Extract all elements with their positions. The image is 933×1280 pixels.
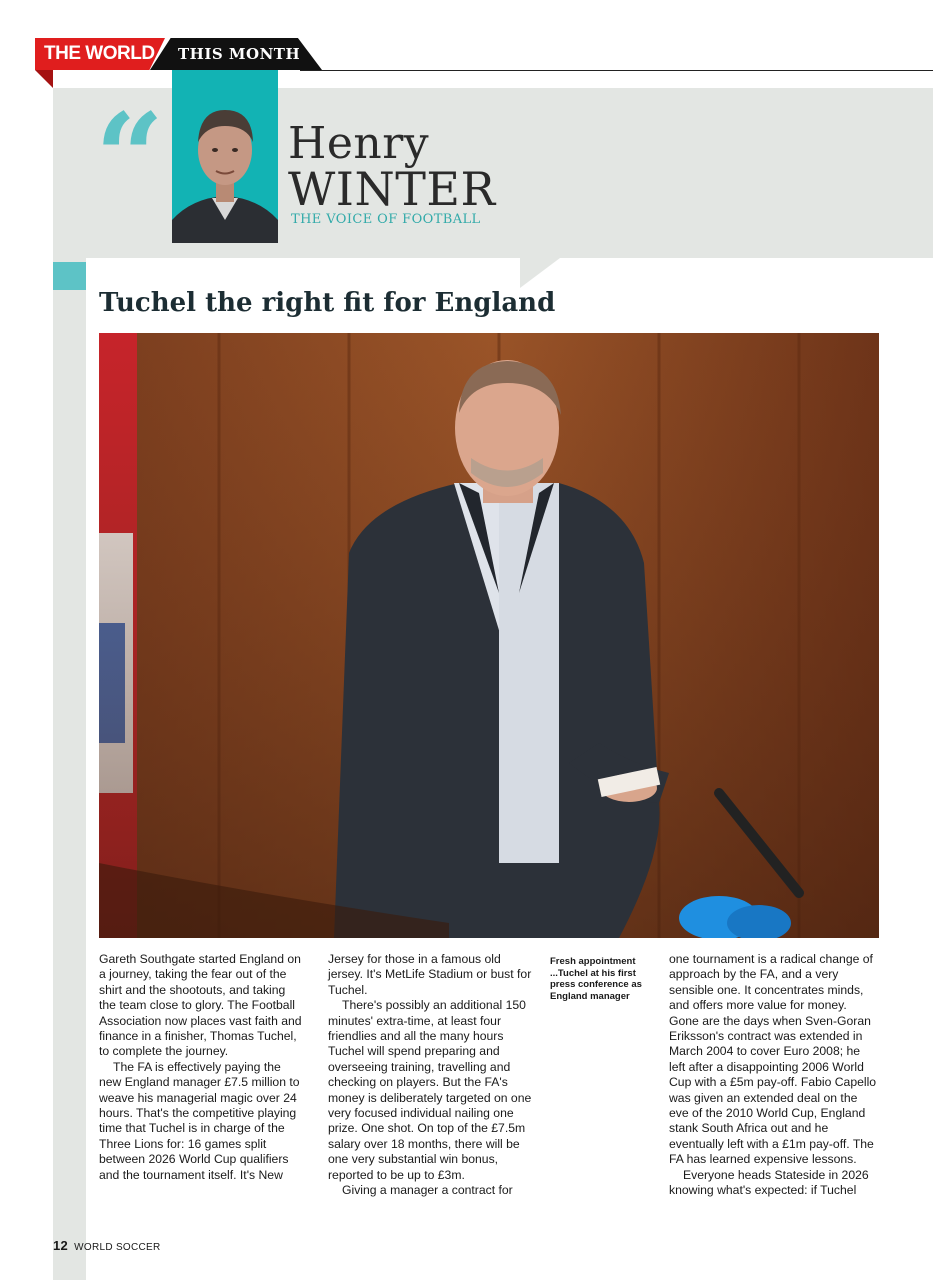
paragraph: Everyone heads Stateside in 2026 knowing what's expected: if Tuchel bbox=[669, 1167, 869, 1198]
columnist-portrait bbox=[172, 70, 278, 243]
section-label: THE WORLD bbox=[44, 43, 155, 64]
article-photo bbox=[99, 333, 879, 938]
columnist-tagline: THE VOICE OF FOOTBALL bbox=[291, 212, 481, 227]
article-column-1 bbox=[99, 952, 304, 1183]
paragraph: Gareth Southgate started England on a journey, taking the fear out of the shirt and the shootouts, and taking the team close to glory. The Football Association now places vast faith and finance in a finisher, Thomas Tuchel, to complete the journey. bbox=[99, 952, 302, 1059]
left-margin-bar bbox=[53, 258, 86, 1280]
photo-caption: Fresh appointment ...Tuchel at his first press conference as England manager bbox=[550, 956, 642, 1002]
article-column-2 bbox=[328, 952, 533, 1199]
teal-marker bbox=[53, 262, 86, 290]
top-rule bbox=[300, 70, 933, 71]
article-headline: Tuchel the right fit for England bbox=[99, 288, 556, 318]
portrait-illustration bbox=[172, 70, 278, 243]
photo-illustration bbox=[99, 333, 879, 938]
paragraph: There's possibly an additional 150 minutes' extra-time, at least four friendlies and all the many hours Tuchel will spend preparing and overseeing training, travelling and checking on players. But the FA's money is deliberately targeted on one very focused individual nailing one prize. One shot. On top of the £7.5m salary over 18 months, there will be one very substantial win bonus, reported to be up to £3m. bbox=[328, 998, 532, 1182]
paragraph: The FA is effectively paying the new England manager £7.5 million to weave his managerial magic over 24 hours. That's the competitive playing time that Tuchel is in charge of the Three Lions for: 16 games split between 2026 World Cup qualifiers and the tournament itself. It's New bbox=[99, 1059, 300, 1182]
article-column-3 bbox=[669, 952, 879, 1199]
section-sublabel: THIS MONTH bbox=[178, 45, 301, 63]
paragraph: Jersey for those in a famous old jersey. It's MetLife Stadium or bust for Tuchel. bbox=[328, 952, 532, 997]
columnist-first-name: Henry bbox=[288, 118, 430, 169]
section-tag-fold bbox=[35, 70, 53, 88]
page-number: 12 bbox=[53, 1238, 69, 1253]
publication-name: WORLD SOCCER bbox=[74, 1242, 161, 1253]
paragraph: Giving a manager a contract for bbox=[342, 1183, 513, 1198]
page-footer bbox=[53, 1238, 161, 1253]
panel-notch bbox=[520, 258, 560, 288]
paragraph: one tournament is a radical change of approach by the FA, and a very sensible one. It concentrates minds, and offers more value for money. Gone are the days when Sven-Goran Eriksson's contract was extended in March 2004 to cover Euro 2008; he left after a disappointing 2006 World Cup with a £5m pay-off. Fabio Capello was given an extended deal on the eve of the 2010 World Cup, England stank South Africa out and he eventually left with a £1m pay-off. The FA has learned expensive lessons. bbox=[669, 952, 877, 1167]
columnist-last-name: WINTER bbox=[288, 162, 496, 216]
quote-icon: “ bbox=[95, 87, 165, 228]
